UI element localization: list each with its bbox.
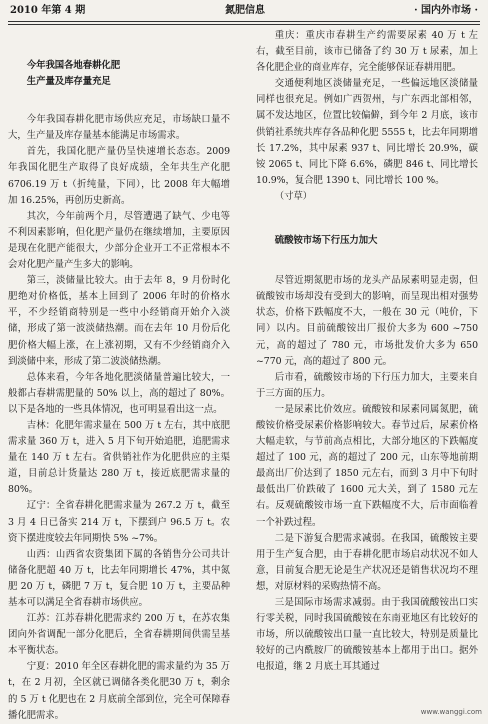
article2-paragraph: 三是国际市场需求减弱。由于我国硫酸铵出口实行零关税，同时我国硫酸铵在东南亚地区有比较好的市场，所以硫酸铵出口量一直比较大，特别是质量比较好的己内酰胺厂的硫酸铵基本上都用于出口。据外电报道，继 2 月底土耳其通过 (256, 597, 478, 673)
article1-byline: （寸草） (274, 190, 313, 202)
page-header (0, 0, 488, 22)
article2-paragraph: 二是下游复合肥需求减弱。在我国，硫酸铵主要用于生产复合肥，由于春耕化肥市场启动状况不如人意，目前复合肥无论是生产状况还是销售状况均不理想，对原材料的采购热情不高。 (256, 532, 478, 592)
title-spacer-bottom (8, 90, 230, 112)
article2-spacer-bottom (256, 249, 478, 273)
article1-title-line1: 今年我国各地春耕化肥 (26, 60, 121, 71)
article1-paragraph: 总体来看，今年各地化肥淡储量普遍比较大，一般都占春耕需肥量的 50% 以上，高的超过了 80%。以下是各地的一些具体情况，也可明显看出这一点。 (8, 371, 230, 415)
left-column (8, 28, 230, 724)
article1-paragraph: 今年我国春耕化肥市场供应充足，市场缺口量不大，生产量及库存量基本能满足市场需求。 (8, 114, 230, 142)
article1-paragraph: 重庆：重庆市春耕生产约需要尿素 40 万 t 左右，截至目前，该市已储备了约 30 万 t 尿素，加上各化肥企业的商业库存，完全能够保证春耕用肥。 (256, 30, 478, 74)
article2-paragraph: 尽管近期氮肥市场的龙头产品尿素明显走弱，但硫酸铵市场却没有受到大的影响，而呈现出相对强势状态，价格下跌幅度不大，一般在 30 元（吨价，下同）以内。目前硫酸铵出厂报价大多为 600 ~750 元，高的超过了 780 元，市场批发价大多为 650 ~770 元，高的超过了 800 元。 (256, 275, 478, 367)
article2-title: 硫酸铵市场下行压力加大 (274, 235, 378, 247)
issue-label: 2010 年第 4 期 (10, 5, 86, 16)
article1-title-line2: 生产量及库存量充足 (26, 76, 111, 88)
article1-paragraph: 辽宁：全省春耕化肥需求量为 267.2 万 t，截至 3 月 4 日已备实 214 万 t，下摆到户 96.5 万 t。农资下摆进度较去年同期快 5% ~7%。 (8, 500, 230, 544)
header-rule-thick (8, 21, 480, 22)
title-spacer-top (8, 28, 230, 58)
section-label: · 国内外市场 · (414, 5, 478, 16)
article1-paragraph: 山西：山西省农资集团下属的各销售分公司共计储备化肥超 40 万 t，比去年同期增长 47%，其中氮肥 20 万 t，磷肥 7 万 t，复合肥 10 万 t，主要品种基本可以满足全省春耕市场供应。 (8, 548, 230, 608)
article1-paragraph: 交通便利地区淡储量充足，一些偏远地区淡储量同样也很充足。例如广西贺州，与广东西北部相邻，属不发达地区，位置比较偏僻，到今年 2 月底，该市供销社系统共库存各品种化肥 5555 t，比去年同期增长 17.2%，其中尿素 937 t、同比增长 20.9%，碳铵 2065 t、同比下降 6.6%，磷肥 846 t、同比增长 10.9%，复合肥 1390 t、同比增长 100 %。 (256, 78, 478, 186)
article1-paragraph: 首先，我国化肥产量仍呈快速增长态态。2009 年我国化肥生产取得了良好成绩，全年共生产化肥 6706.19 万 t（折纯量，下同），比 2008 年大幅增加 16.25%，再创历史新高。 (8, 146, 230, 206)
article2-paragraph: 后市看，硫酸铵市场的下行压力加大，主要来自于三方面的压力。 (256, 371, 478, 399)
article2-paragraph: 一是尿素比价效应。硫酸铵和尿素同属氮肥，硫酸铵价格受尿素价格影响较大。春节过后，尿素价格大幅走软，与节前高点相比，大部分地区的下跌幅度超过了 100 元，高的超过了 200 元，山东等地前期最高出厂价达到了 1850 元左右，而到 3 月中下旬时最低出厂价跌破了 1600 元大关，到了 1580 元左右。反观硫酸铵市场一直下跌幅度不大，后市面临着一个补跌过程。 (256, 403, 478, 528)
watermark: www.wanggi.com (420, 708, 482, 716)
right-column (256, 28, 478, 675)
article1-paragraph: 吉林：化肥年需求量在 500 万 t 左右，其中底肥需求量 360 万 t，进入 5 月下旬开始追肥，追肥需求量在 140 万 t 左右。省供销社作为化肥供应的主渠道，目前总计货量达 280 万 t，接近底肥需求量的 80%。 (8, 419, 230, 496)
journal-name: 氮肥信息 (225, 5, 265, 16)
article1-paragraph: 江苏：江苏春耕化肥需求约 200 万 t，在苏农集团向外省调配一部分化肥后，全省春耕期间供需呈基本平衡状态。 (8, 613, 230, 657)
article1-paragraph: 其次，今年前两个月，尽管遭遇了缺气、少电等不利因素影响，但化肥产量仍在继续增加，主要原因是现在化肥产能很大，少部分企业开工不正常根本不会对化肥产量产生多大的影响。 (8, 210, 230, 271)
article1-paragraph: 宁夏：2010 年全区春耕化肥的需求量约为 35 万 t，在 2 月初，全区就已调储各类化肥30 万 t，剩余的 5 万 t 化肥也在 2 月底前全部到位，完全可保障春播化肥需求。 (8, 661, 230, 721)
article1-paragraph: 第三，淡储量比较大。由于去年 8，9 月份时化肥绝对价格低，基本上回到了 2006 年时的价格水平，不少经销商特别是一些中小经销商开始介入淡储，形成了第一波淡储热潮。而在去年 10 月份后化肥价格大幅上涨，在上涨初期，又有不少经销商介入到淡储中来，形成了第二波淡储热潮。 (8, 275, 230, 367)
article2-spacer-top (256, 205, 478, 233)
header-rule-thin (8, 24, 480, 25)
